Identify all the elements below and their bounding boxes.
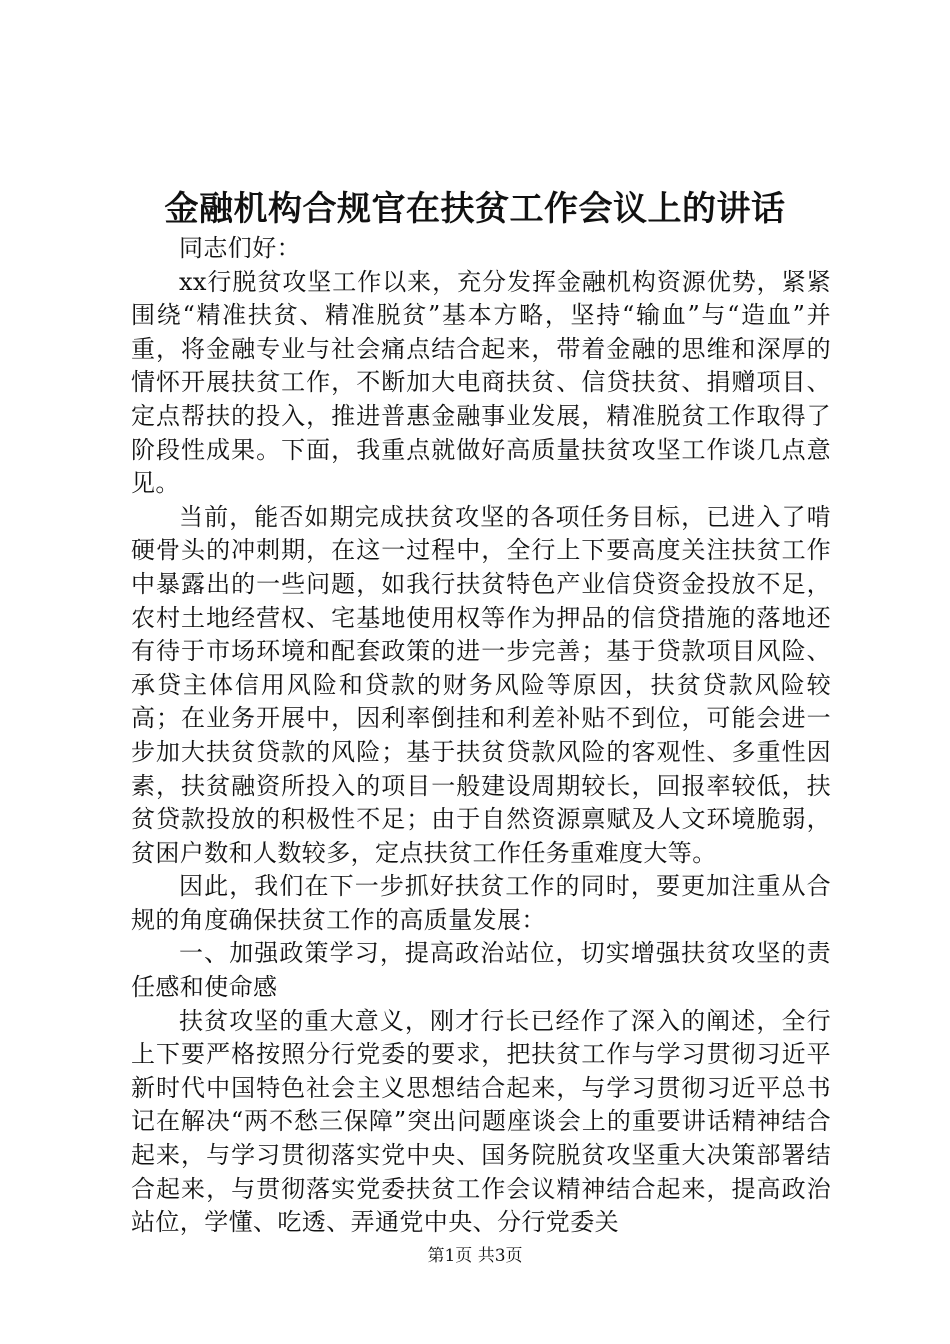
body-paragraph: 当前，能否如期完成扶贫攻坚的各项任务目标，已进入了啃硬骨头的冲刺期，在这一过程中，全行上下要高度关注扶贫工作中暴露出的一些问题，如我行扶贫特色产业信贷资金投放不足，农村土地经营权、宅基地使用权等作为押品的信贷措施的落地还有待于市场环境和配套政策的进一步完善；基于贷款项目风险、承贷主体信用风险和贷款的财务风险等原因，扶贫贷款风险较高；在业务开展中，因利率倒挂和利差补贴不到位，可能会进一步加大扶贫贷款的风险；基于扶贫贷款风险的客观性、多重性因素，扶贫融资所投入的项目一般建设周期较长，回报率较低，扶贫贷款投放的积极性不足；由于自然资源禀赋及人文环境脆弱，贫困户数和人数较多，定点扶贫工作任务重难度大等。 <box>131 502 831 867</box>
body-paragraph: 因此，我们在下一步抓好扶贫工作的同时，要更加注重从合规的角度确保扶贫工作的高质量发展： <box>131 872 831 934</box>
section-heading: 一、加强政策学习，提高政治站位，切实增强扶贫攻坚的责任感和使命感 <box>131 939 831 1002</box>
page-footer: 第1页 共3页 <box>427 1246 523 1266</box>
salutation-paragraph: 同志们好： <box>179 234 301 262</box>
body-paragraph: 扶贫攻坚的重大意义，刚才行长已经作了深入的阐述，全行上下要严格按照分行党委的要求，把扶贫工作与学习贯彻习近平新时代中国特色社会主义思想结合起来，与学习贯彻习近平总书记在解决“两不愁三保障”突出问题座谈会上的重要讲话精神结合起来，与学习贯彻落实党中央、国务院脱贫攻坚重大决策部署结合起来，与贯彻落实党委扶贫工作会议精神结合起来，提高政治站位，学懂、吃透、弄通党中央、分行党委关 <box>131 1006 831 1237</box>
document-body <box>131 232 831 1240</box>
body-paragraph: xx行脱贫攻坚工作以来，充分发挥金融机构资源优势，紧紧围绕“精准扶贫、精准脱贫”基本方略，坚持“输血”与“造血”并重，将金融专业与社会痛点结合起来，带着金融的思维和深厚的情怀开展扶贫工作，不断加大电商扶贫、信贷扶贫、捐赠项目、定点帮扶的投入，推进普惠金融事业发展，精准脱贫工作取得了阶段性成果。下面，我重点就做好高质量扶贫攻坚工作谈几点意见。 <box>131 267 831 498</box>
document-title: 金融机构合规官在扶贫工作会议上的讲话 <box>164 189 786 229</box>
